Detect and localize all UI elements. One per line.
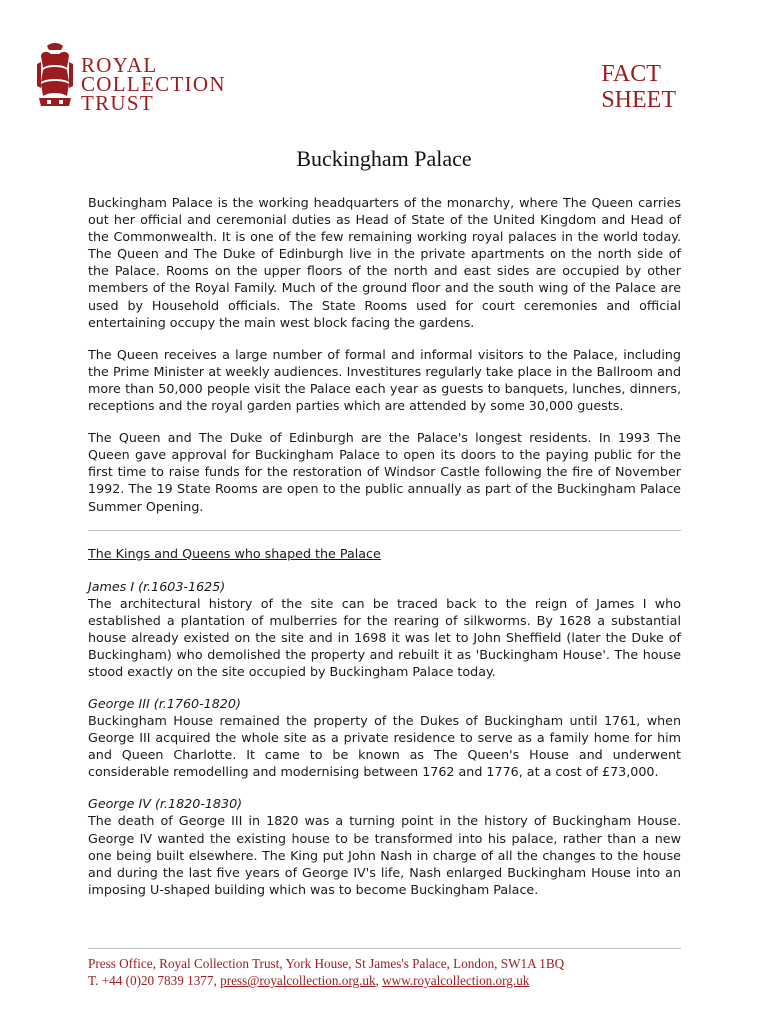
reign-text: Buckingham House remained the property of the Dukes of Buckingham until 1761, when George III acquired the whole site as a private residence to serve as a family home for him and Queen Charlotte. It came to be known as The Queen's House and underwent considerable remodelling and modernising between 1762 and 1776, at a cost of £73,000. [88, 713, 681, 780]
reign-section [88, 695, 681, 780]
document-body [88, 194, 681, 913]
reign-section [88, 578, 681, 680]
reign-title: James I (r.1603-1625) [88, 578, 226, 594]
reign-text: The death of George III in 1820 was a turning point in the history of Buckingham House. George IV wanted the existing house to be transformed into his palace, rather than a new one being built elsewhere. The King put John Nash in charge of all the changes to the house and during the last five years of George IV's life, Nash enlarged Buckingham House into an imposing U-shaped building which was to become Buckingham Palace. [88, 813, 681, 897]
reign-section [88, 795, 681, 897]
intro-paragraph: Buckingham Palace is the working headquarters of the monarchy, where The Queen carries out her official and ceremonial duties as Head of State of the United Kingdom and Head of the Commonwealth. It is one of the few remaining working royal palaces in the world today. The Queen and The Duke of Edinburgh live in the private apartments on the north side of the Palace. Rooms on the upper floors of the north and east sides are occupied by other members of the Royal Family. Much of the ground floor and the south wing of the Palace are used by Household officials. The State Rooms used for court ceremonies and official entertaining occupy the main west block facing the gardens. [88, 195, 681, 330]
footer-separator: , [375, 973, 383, 988]
brand-line-1: ROYAL [81, 53, 158, 77]
reign-title: George III (r.1760-1820) [88, 696, 241, 712]
brand-wordmark [81, 53, 226, 115]
brand-line-2: COLLECTION [81, 72, 226, 96]
fact-sheet-label [601, 61, 676, 113]
press-office-footer [88, 948, 681, 989]
footer-contact [88, 972, 681, 989]
royal-collection-trust-logo [33, 42, 253, 115]
brand-line-3: TRUST [81, 91, 155, 115]
footer-phone: T. +44 (0)20 7839 1377, [88, 973, 221, 988]
intro-paragraph: The Queen and The Duke of Edinburgh are the Palace's longest residents. In 1993 The Queen gave approval for Buckingham Palace to open its doors to the paying public for the first time to raise funds for the restoration of Windsor Castle following the fire of November 1992. The 19 State Rooms are open to the public annually as part of the Buckingham Palace Summer Opening. [88, 430, 681, 514]
fact-sheet-line-1: FACT [601, 61, 661, 87]
page-title: Buckingham Palace [296, 146, 472, 171]
website-link[interactable]: www.royalcollection.org.uk [382, 973, 530, 988]
section-divider [88, 530, 681, 531]
reign-text: The architectural history of the site can be traced back to the reign of James I who established a plantation of mulberries for the rearing of silkworms. By 1628 a substantial house already existed on the site and in 1698 it was let to John Sheffield (later the Duke of Buckingham) who demolished the property and rebuilt it as 'Buckingham House'. The house stood exactly on the site occupied by Buckingham Palace today. [88, 595, 681, 679]
fact-sheet-line-2: SHEET [601, 87, 676, 113]
reign-title: George IV (r.1820-1830) [88, 796, 243, 812]
intro-paragraph: The Queen receives a large number of formal and informal visitors to the Palace, including the Prime Minister at weekly audiences. Investitures regularly take place in the Ballroom and more than 50,000 people visit the Palace each year as guests to banquets, lunches, dinners, receptions and the royal garden parties which are attended by some 30,000 guests. [88, 346, 681, 414]
footer-address: Press Office, Royal Collection Trust, York House, St James's Palace, London, SW1A 1BQ [88, 956, 565, 971]
royal-crest-icon [33, 42, 77, 108]
press-email-link[interactable]: press@royalcollection.org.uk [220, 973, 376, 988]
section-heading: The Kings and Queens who shaped the Palace [88, 545, 381, 561]
